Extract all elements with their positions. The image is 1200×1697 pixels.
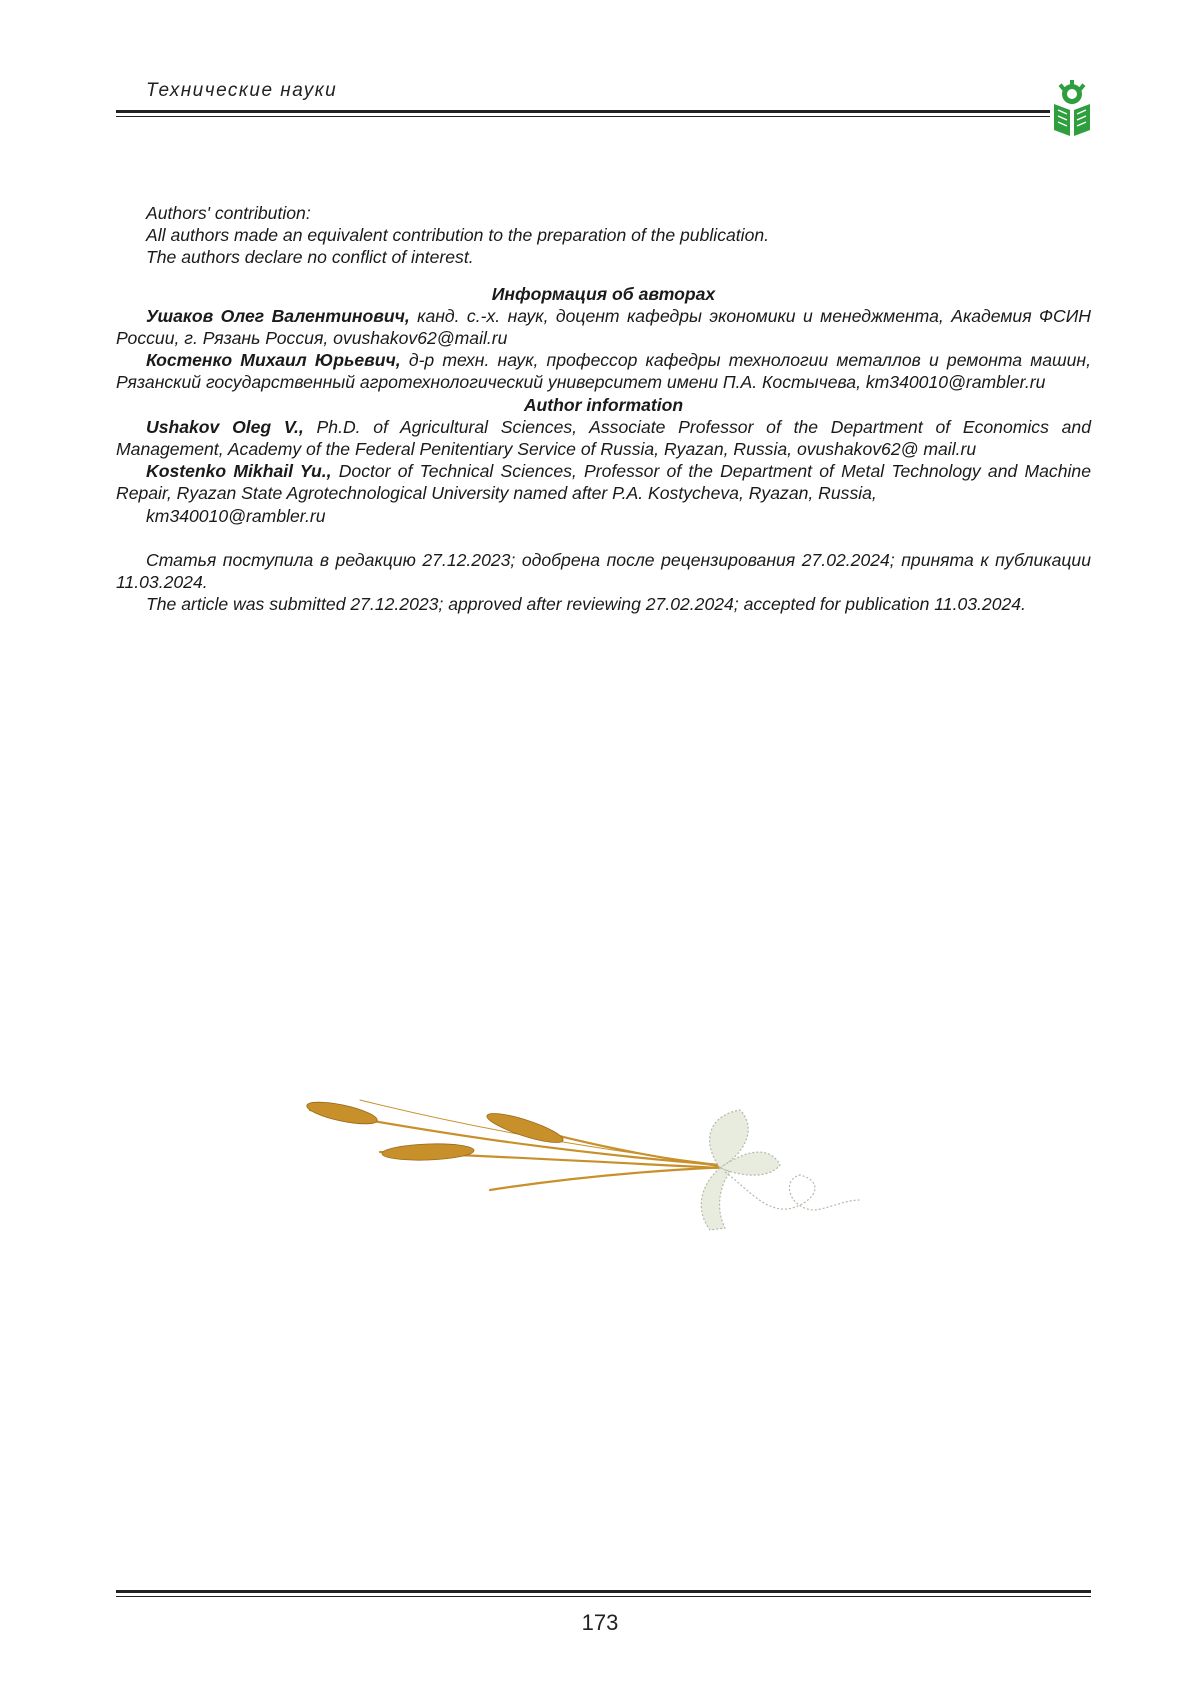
journal-logo-icon	[1048, 80, 1096, 140]
footer-rule	[116, 1590, 1091, 1593]
author-email: km340010@rambler.ru	[146, 505, 326, 526]
article-dates-ru: Статья поступила в редакцию 27.12.2023; одобрена после рецензирования 27.02.2024; принята к публикации 11.03.2024.	[116, 549, 1091, 593]
author-name: Ушаков Олег Валентинович,	[146, 305, 410, 326]
ribbon-bow	[701, 1110, 860, 1230]
contribution-line: All authors made an equivalent contribution to the preparation of the publication.	[146, 225, 770, 246]
page-number: 173	[581, 1610, 619, 1635]
author-name: Kostenko Mikhail Yu.,	[146, 461, 332, 482]
authors-info-heading-en: Author information	[523, 394, 684, 415]
author-entry-ru-2	[116, 349, 1091, 393]
contribution-title: Authors' contribution:	[146, 203, 311, 223]
author-entry-ru-1	[116, 305, 1091, 349]
footer-rule-thin	[116, 1596, 1091, 1597]
article-dates-en: The article was submitted 27.12.2023; approved after reviewing 27.02.2024; accepted for publication 11.03.2024.	[146, 594, 1026, 615]
author-details: д-р техн. наук, профессор кафедры технологии металлов и ремонта машин, Рязанский государственный агротехнологический университет имени П.А. Костычева, km340010@rambler.ru	[116, 350, 1091, 393]
author-details: Ph.D. of Agricultural Sciences, Associate Professor of the Department of Economics and Management, Academy of the Federal Penitentiary Service of Russia, Ryazan, Russia, ovushakov62@ mail.ru	[116, 416, 1091, 460]
author-name: Костенко Михаил Юрьевич,	[146, 350, 401, 371]
article-end-matter	[116, 202, 1091, 615]
author-name: Ushakov Oleg V.,	[146, 416, 304, 437]
header-rule	[116, 110, 1050, 113]
header-rule-thin	[116, 116, 1050, 117]
author-details: Doctor of Technical Sciences, Professor of the Department of Metal Technology and Machine Repair, Ryazan State Agrotechnological University named after P.A. Kostycheva, Ryazan, Russia,	[116, 461, 1091, 504]
authors-info-heading-ru: Информация об авторах	[491, 283, 716, 304]
author-entry-en-1	[116, 416, 1091, 460]
wheat-ears	[305, 1098, 565, 1162]
conflict-statement: The authors declare no conflict of interest.	[146, 247, 474, 268]
wheat-ribbon-illustration	[300, 1080, 900, 1250]
running-title: Технические науки	[146, 80, 338, 101]
author-details: канд. с.-х. наук, доцент кафедры экономики и менеджмента, Академия ФСИН России, г. Рязань Россия, ovushakov62@mail.ru	[116, 305, 1091, 349]
wheat-stalks	[310, 1100, 730, 1190]
author-entry-en-2	[116, 460, 1091, 504]
